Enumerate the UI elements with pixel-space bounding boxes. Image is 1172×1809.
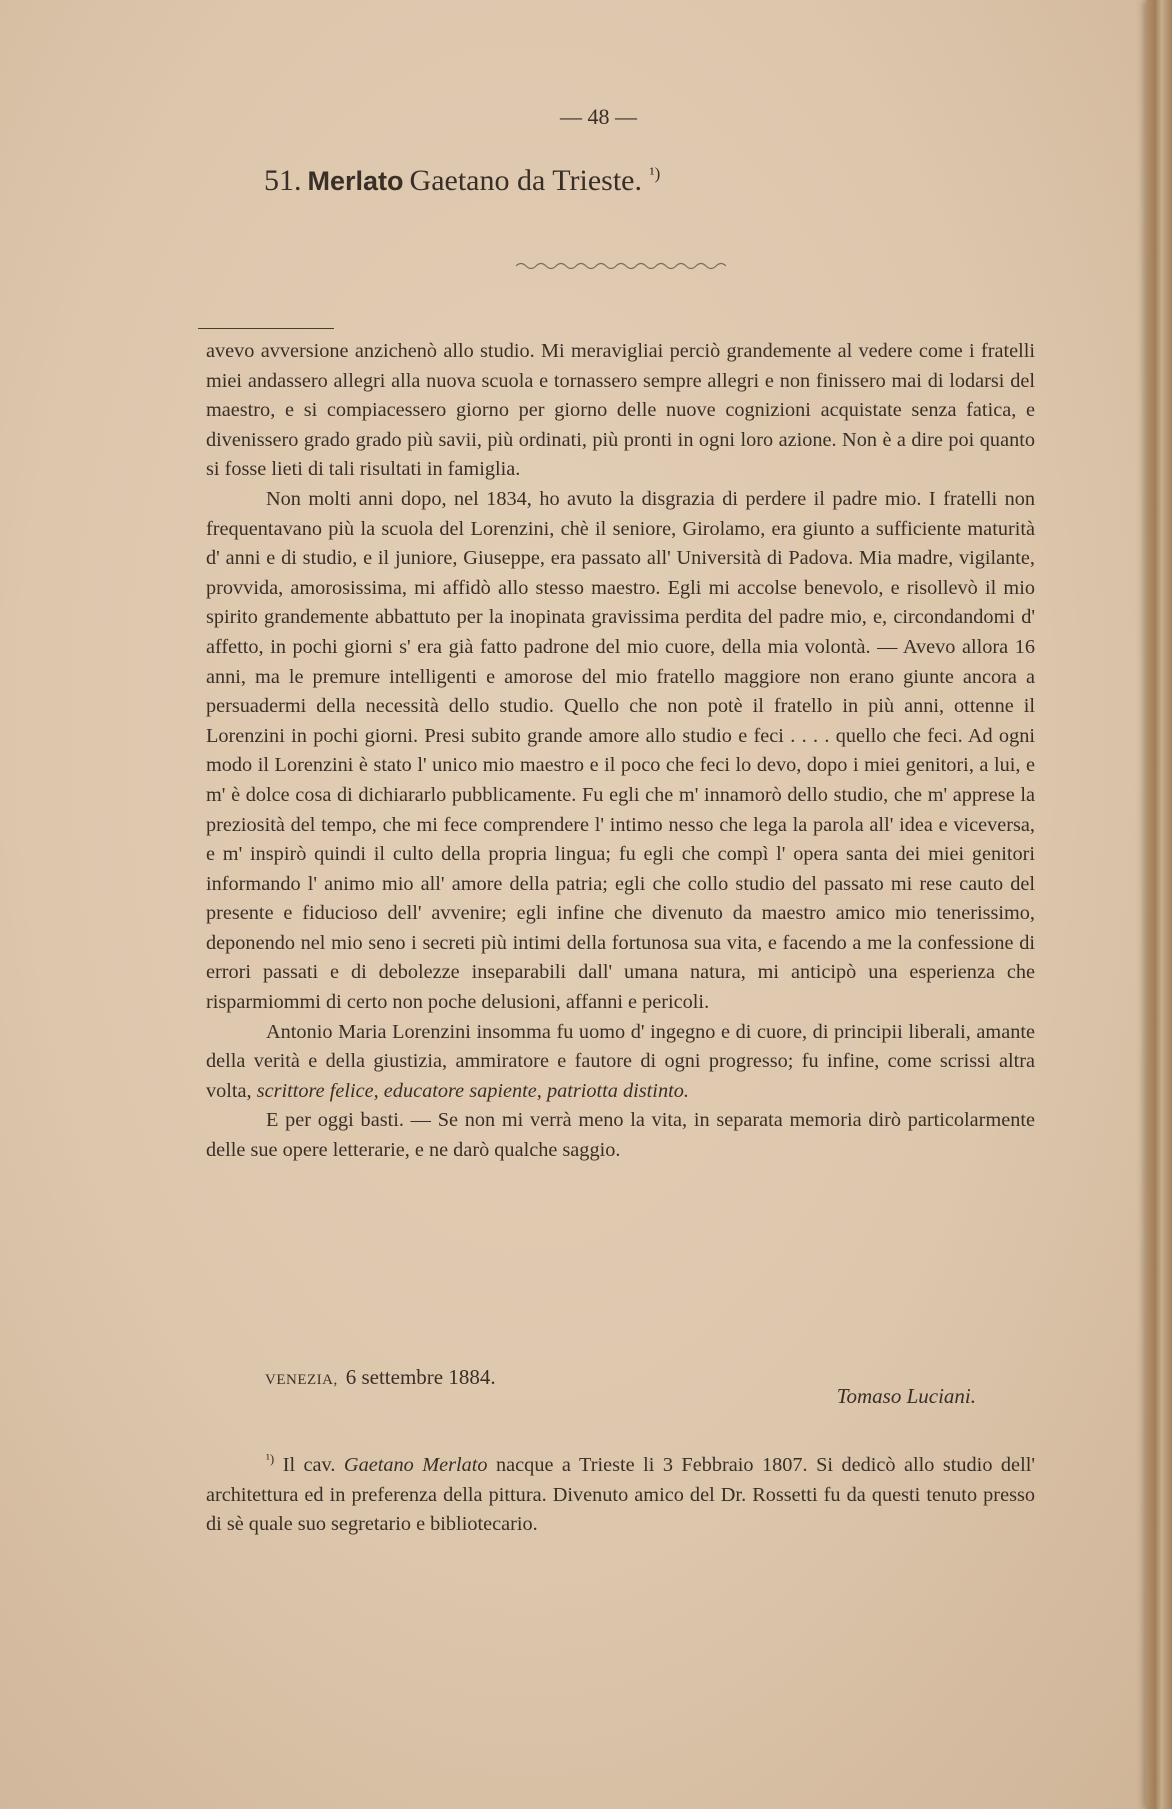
dateline-date: 6 settembre 1884. <box>345 1365 496 1389</box>
footnote-marker-bottom: ¹) <box>266 1451 275 1466</box>
author-signature: Tomaso Luciani. <box>836 1384 976 1408</box>
footnote-after: nacque a Trieste li 3 Febbraio 1807. Si dedicò allo studio dell' architettura ed in preferenza della pittura. Divenuto amico del Dr. Rossetti fu da questi tenuto presso di sè quale suo segretario e bibliotecario. <box>206 1454 1035 1535</box>
section-rule <box>198 328 334 329</box>
entry-number: 51. <box>264 164 302 197</box>
footnote-before: Il cav. <box>274 1454 344 1476</box>
dateline-city: VENEZIA, <box>265 1372 338 1388</box>
page-number: — 48 — <box>560 104 637 129</box>
dateline <box>265 1365 496 1390</box>
footnote-italic-name: Gaetano Merlato <box>343 1454 488 1476</box>
ornament-squiggle <box>516 258 726 272</box>
entry-heading <box>264 164 660 198</box>
main-text <box>206 337 1035 1166</box>
footnote <box>206 1444 1035 1540</box>
footnote-marker: ¹) <box>649 164 661 183</box>
entry-surname: Merlato <box>307 166 404 196</box>
entry-name-rest: Gaetano da Trieste. <box>409 164 642 197</box>
book-spine-edge <box>1146 0 1172 1809</box>
paragraph-4: E per oggi basti. — Se non mi verrà meno la vita, in separata memoria dirò particolarmente delle sue opere letterarie, e ne darò qualche saggio. <box>206 1109 1035 1162</box>
paragraph-3-text: Antonio Maria Lorenzini insomma fu uomo d' ingegno e di cuore, di principii liberali, amante della verità e della giustizia, ammiratore e fautore di ogni progresso; fu infine, come scrissi altra volta, <box>206 1020 1035 1102</box>
paragraph-2: Non molti anni dopo, nel 1834, ho avuto la disgrazia di perdere il padre mio. I fratelli non frequentavano più la scuola del Lorenzini, chè il seniore, Girolamo, era giunto a sufficiente maturità d' anni e di studio, e il juniore, Giuseppe, era passato all' Università di Padova. Mia madre, vigilante, provvida, amorosissima, mi affidò allo stesso maestro. Egli mi accolse benevolo, e risollevò il mio spirito grandemente abbattuto per la inopinata gravissima perdita del padre mio, e, circondandomi d' affetto, in pochi giorni s' era già fatto padrone del mio cuore, della mia volontà. — Avevo allora 16 anni, ma le premure intelligenti e amorose del mio fratello maggiore non erano giunte ancora a persuadermi della necessità dello studio. Quello che non potè il fratello in più anni, ottenne il Lorenzini in pochi giorni. Presi subito grande amore allo studio e feci . . . . quello che feci. Ad ogni modo il Lorenzini è stato l' unico mio maestro e il poco che feci lo devo, dopo i miei genitori, a lui, e m' è dolce cosa di dichiararlo pubblicamente. Fu egli che m' innamorò dello studio, che m' apprese la preziosità del tempo, che mi fece comprendere l' intimo nesso che lega la parola all' idea e viceversa, e m' inspirò quindi il culto della propria lingua; fu egli che compì l' opera santa dei miei genitori informando l' animo mio all' amore della patria; egli che collo studio del passato mi rese cauto del presente e fiducioso dell' avvenire; egli infine che divenuto da maestro amico mio tenerissimo, deponendo nel mio seno i secreti più intimi della fortunosa sua vita, e facendo a me la confessione di errori passati e di debolezze inseparabili dall' umana natura, mi anticipò una esperienza che risparmiommi di certo non poche delusioni, affanni e pericoli. <box>206 487 1035 1014</box>
paragraph-3 <box>206 1018 1035 1107</box>
paragraph-3-italic: scrittore felice, educatore sapiente, patriotta distinto. <box>256 1079 689 1102</box>
paragraph-1: avevo avversione anzichenò allo studio. Mi meravigliai perciò grandemente al vedere come i fratelli miei andassero allegri alla nuova scuola e tornassero sempre allegri e non finissero mai di lodarsi del maestro, e si compiacessero giorno per giorno delle nuove cognizioni acquistate senza fatica, e divenissero grado grado più savii, più ordinati, più pronti in ogni loro azione. Non è a dire poi quanto si fosse lieti di tali risultati in famiglia. <box>206 340 1035 481</box>
